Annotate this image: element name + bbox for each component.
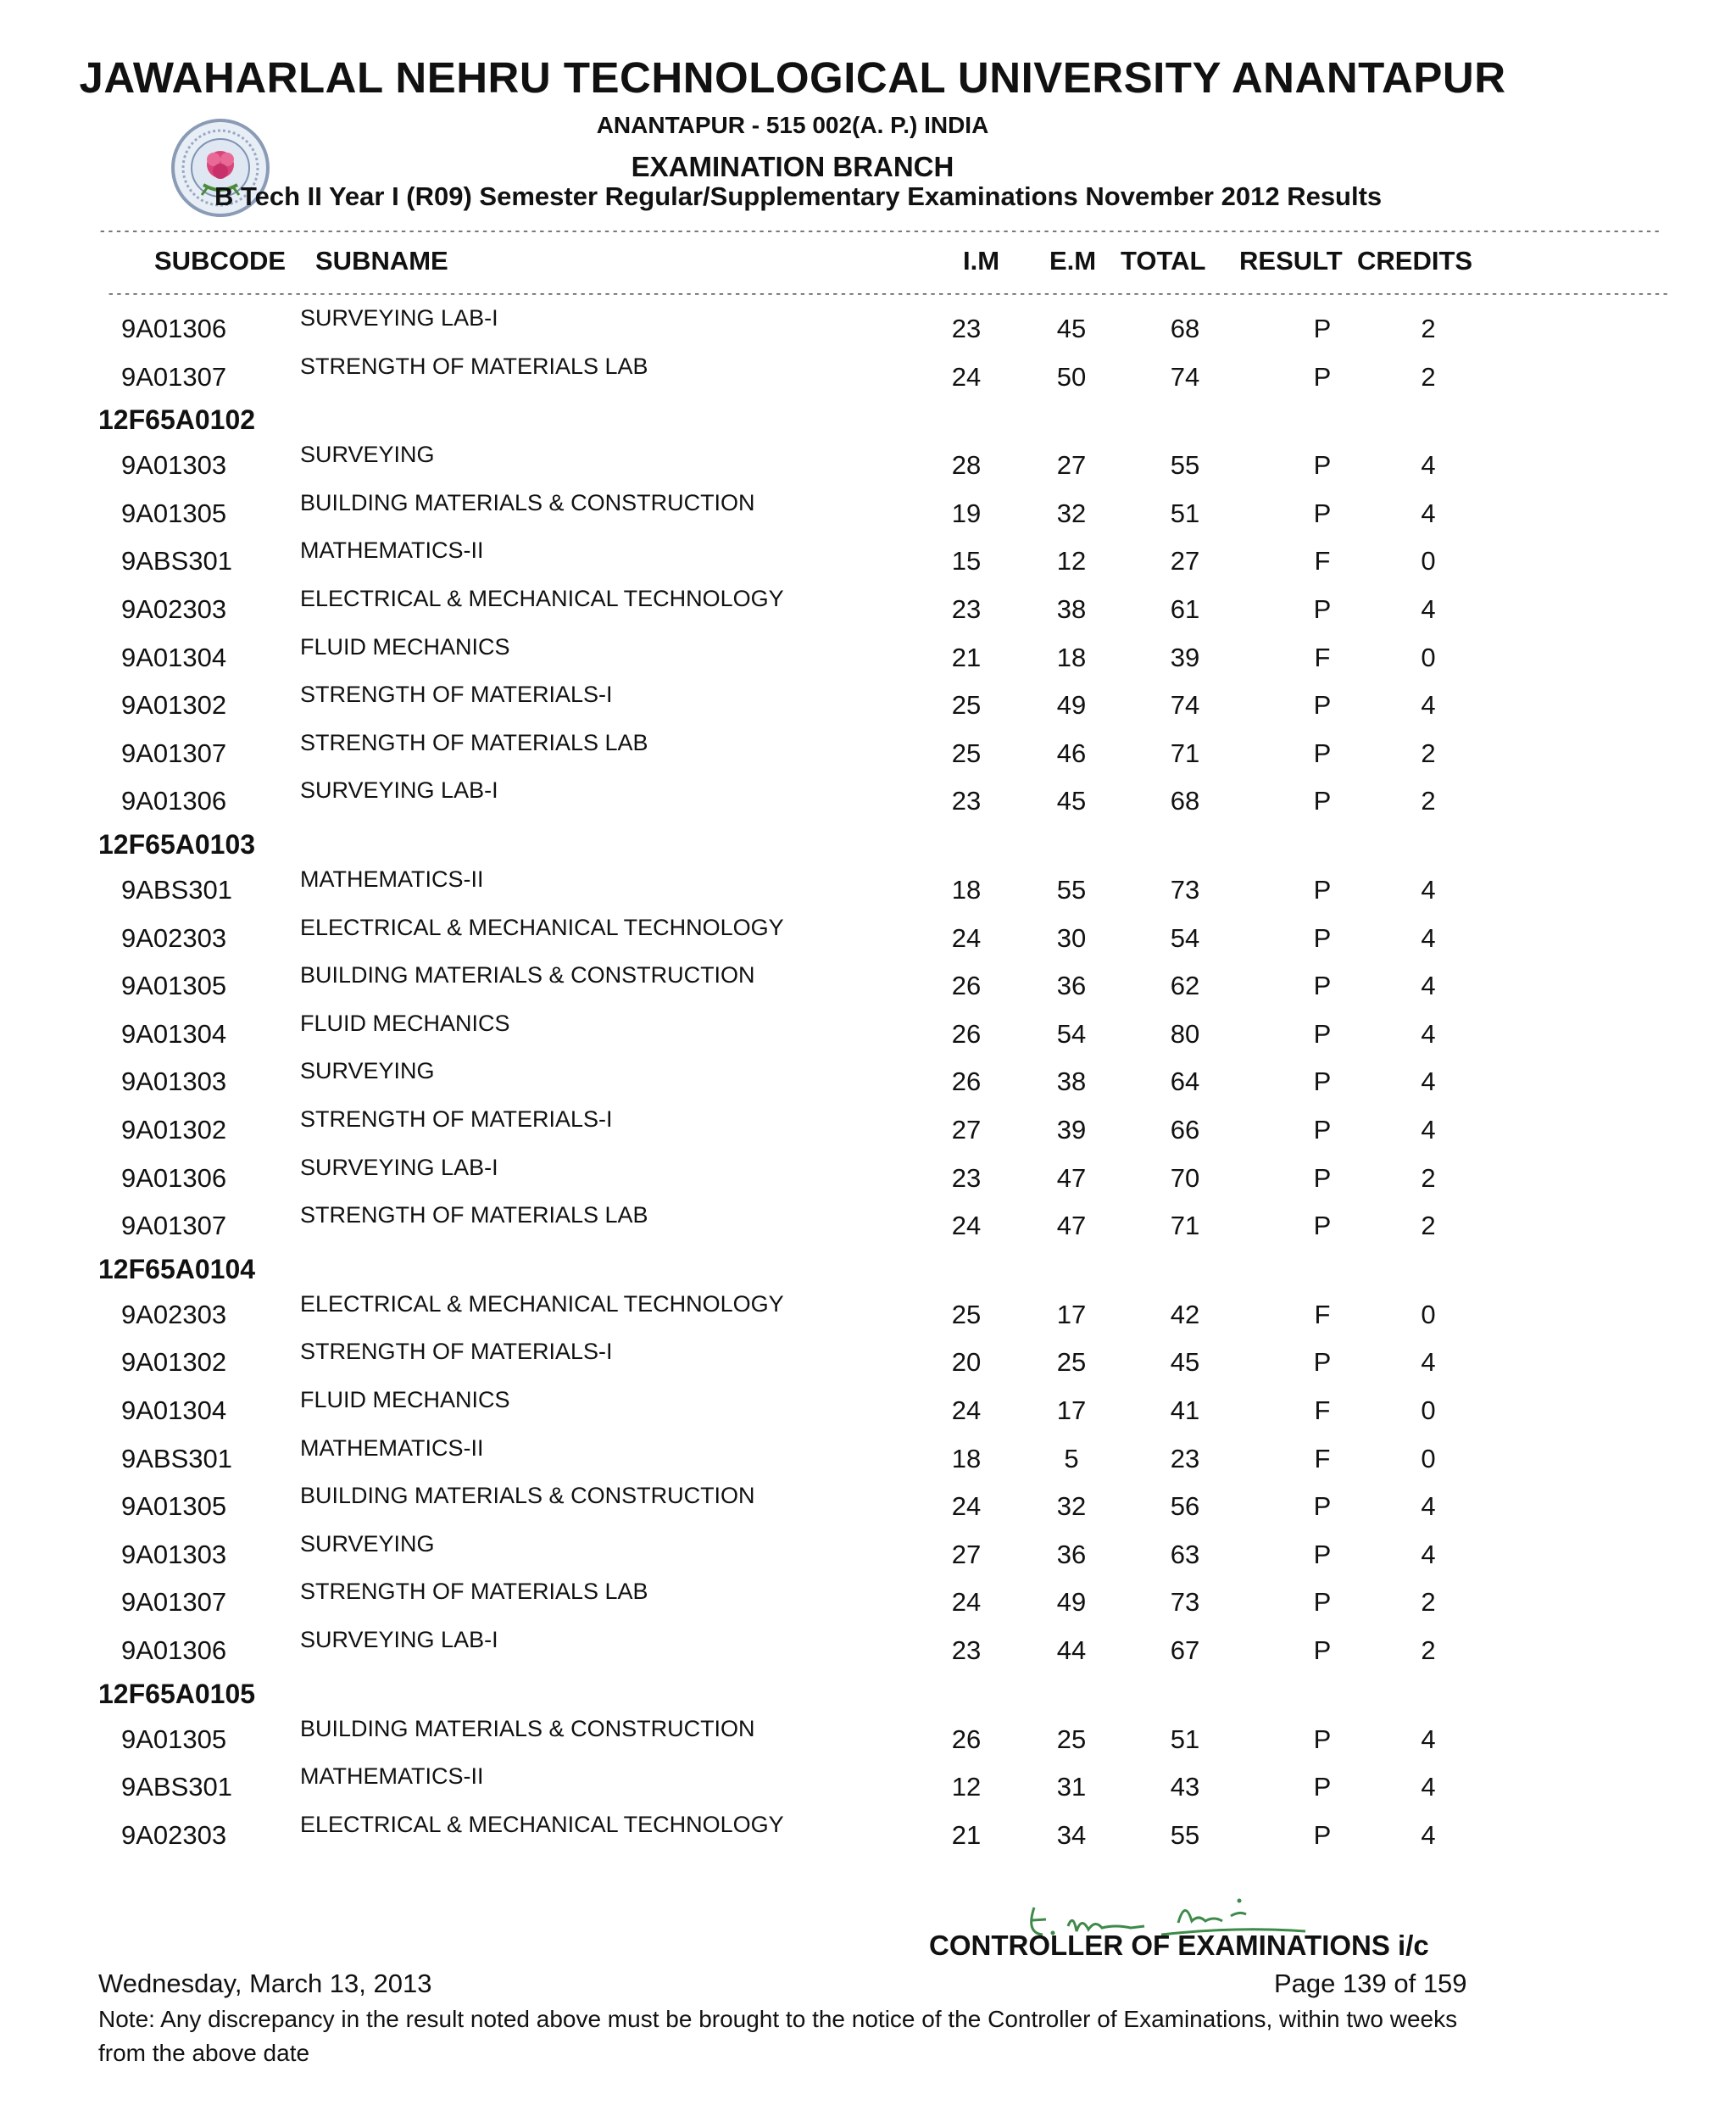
table-row (0, 305, 1736, 356)
internal-marks: 24 (951, 361, 982, 392)
subject-code: 9A01306 (121, 786, 227, 816)
subject-name: STRENGTH OF MATERIALS-I (300, 682, 613, 708)
external-marks: 31 (1056, 1772, 1087, 1802)
subject-code: 9A02303 (121, 1819, 227, 1850)
credits: 0 (1421, 1299, 1436, 1329)
subject-code: 9A01305 (121, 971, 227, 1001)
table-row (0, 866, 1736, 917)
table-row (0, 1058, 1736, 1109)
university-address: ANANTAPUR - 515 002(A. P.) INDIA (596, 112, 989, 138)
external-marks: 47 (1056, 1162, 1087, 1193)
external-marks: 45 (1056, 314, 1087, 343)
table-row (0, 1715, 1736, 1767)
table-row (0, 537, 1736, 588)
internal-marks: 26 (951, 1018, 982, 1049)
total-marks: 51 (1170, 1724, 1200, 1754)
result: P (1313, 922, 1332, 953)
subject-code: 9A02303 (121, 594, 227, 624)
result: P (1313, 1018, 1332, 1049)
header-divider-bottom: ------------------------------------------------------------------------------------------------------------------------------------------------------------------------------------------------ (107, 287, 1670, 302)
total-marks: 27 (1170, 546, 1200, 576)
external-marks: 27 (1056, 450, 1087, 481)
subject-code: 9A01304 (121, 1018, 227, 1049)
credits: 2 (1421, 738, 1436, 768)
external-marks: 54 (1056, 1018, 1087, 1049)
internal-marks: 18 (951, 1443, 982, 1473)
table-row (0, 1483, 1736, 1534)
table-row (0, 1339, 1736, 1390)
external-marks: 36 (1056, 1539, 1087, 1569)
internal-marks: 24 (951, 1211, 982, 1241)
total-marks: 45 (1170, 1347, 1200, 1378)
total-marks: 67 (1170, 1635, 1200, 1665)
subject-name: STRENGTH OF MATERIALS-I (300, 1106, 613, 1132)
table-row (0, 914, 1736, 966)
credits: 4 (1421, 594, 1436, 624)
subject-name: FLUID MECHANICS (300, 633, 510, 660)
subject-code: 9A01305 (121, 1491, 227, 1522)
subject-name: BUILDING MATERIALS & CONSTRUCTION (300, 1483, 755, 1509)
internal-marks: 27 (951, 1539, 982, 1569)
external-marks: 39 (1056, 1115, 1087, 1145)
registration-number: 12F65A0104 (98, 1253, 256, 1284)
table-row (0, 1434, 1736, 1486)
registration-number: 12F65A0105 (98, 1678, 256, 1709)
result: P (1313, 1539, 1332, 1569)
credits: 4 (1421, 1115, 1436, 1145)
total-marks: 66 (1170, 1115, 1200, 1145)
result: P (1313, 1819, 1332, 1850)
credits: 4 (1421, 1819, 1436, 1850)
credits: 0 (1421, 546, 1436, 576)
subject-name: SURVEYING (300, 1058, 435, 1084)
total-marks: 68 (1170, 786, 1200, 816)
result: P (1313, 786, 1332, 816)
internal-marks: 26 (951, 1724, 982, 1754)
total-marks: 73 (1170, 1587, 1200, 1618)
credits: 4 (1421, 1347, 1436, 1378)
table-row (0, 489, 1736, 541)
external-marks: 49 (1056, 1587, 1087, 1618)
page-number: Page 139 of 159 (1274, 1969, 1467, 1998)
subject-code: 9A02303 (121, 922, 227, 953)
subject-code: 9A01303 (121, 450, 227, 481)
result: P (1313, 1067, 1332, 1097)
result: P (1313, 1347, 1332, 1378)
subject-name: ELECTRICAL & MECHANICAL TECHNOLOGY (300, 586, 784, 611)
internal-marks: 23 (951, 1162, 982, 1193)
controller-title: CONTROLLER OF EXAMINATIONS i/c (929, 1930, 1429, 1961)
table-row (0, 1530, 1736, 1582)
external-marks: 44 (1056, 1635, 1087, 1665)
credits: 4 (1421, 1491, 1436, 1522)
table-row (0, 1106, 1736, 1157)
internal-marks: 18 (951, 875, 982, 905)
total-marks: 68 (1170, 314, 1200, 343)
external-marks: 46 (1056, 738, 1087, 768)
table-row (0, 1579, 1736, 1629)
credits: 2 (1421, 314, 1436, 343)
external-marks: 38 (1056, 1067, 1087, 1097)
credits: 0 (1421, 642, 1436, 672)
credits: 4 (1421, 971, 1436, 1001)
total-marks: 61 (1170, 594, 1200, 624)
subject-name: MATHEMATICS-II (300, 1763, 484, 1790)
credits: 4 (1421, 690, 1436, 721)
internal-marks: 23 (951, 594, 982, 624)
total-marks: 74 (1170, 690, 1200, 721)
subject-code: 9A01307 (121, 1211, 227, 1241)
result: P (1313, 1635, 1332, 1665)
registration-number: 12F65A0102 (98, 404, 256, 436)
subject-code: 9A01306 (121, 314, 227, 343)
external-marks: 32 (1056, 1491, 1087, 1522)
credits: 4 (1421, 450, 1436, 481)
subject-code: 9A01307 (121, 738, 227, 768)
table-row (0, 729, 1736, 781)
external-marks: 36 (1056, 971, 1087, 1001)
internal-marks: 15 (951, 546, 982, 576)
table-row (0, 1202, 1736, 1253)
external-marks: 17 (1056, 1299, 1087, 1329)
subject-name: MATHEMATICS-II (300, 537, 484, 564)
col-total: TOTAL (1121, 246, 1206, 276)
result: F (1314, 1299, 1331, 1329)
table-row (0, 633, 1736, 685)
subject-code: 9A01305 (121, 498, 227, 528)
internal-marks: 23 (951, 314, 982, 343)
total-marks: 64 (1170, 1067, 1200, 1097)
credits: 2 (1421, 1211, 1436, 1241)
result: P (1313, 971, 1332, 1001)
subject-name: BUILDING MATERIALS & CONSTRUCTION (300, 1715, 755, 1741)
subject-name: FLUID MECHANICS (300, 1387, 510, 1412)
internal-marks: 24 (951, 1587, 982, 1618)
subject-name: STRENGTH OF MATERIALS LAB (300, 1202, 648, 1228)
external-marks: 25 (1056, 1724, 1087, 1754)
total-marks: 42 (1170, 1299, 1200, 1329)
subject-name: MATHEMATICS-II (300, 866, 484, 892)
credits: 2 (1421, 1587, 1436, 1618)
result: P (1313, 1491, 1332, 1522)
credits: 2 (1421, 1162, 1436, 1193)
internal-marks: 26 (951, 971, 982, 1001)
subject-name: BUILDING MATERIALS & CONSTRUCTION (300, 962, 755, 989)
subject-code: 9ABS301 (121, 1772, 232, 1802)
total-marks: 63 (1170, 1539, 1200, 1569)
credits: 2 (1421, 361, 1436, 392)
subject-name: SURVEYING LAB-I (300, 1154, 498, 1180)
total-marks: 71 (1170, 738, 1200, 768)
internal-marks: 24 (951, 1395, 982, 1425)
result: P (1313, 450, 1332, 481)
col-subcode: SUBCODE (154, 246, 287, 276)
subject-code: 9A01302 (121, 1115, 227, 1145)
table-row (0, 442, 1736, 493)
credits: 4 (1421, 1724, 1436, 1754)
total-marks: 41 (1170, 1395, 1200, 1425)
subject-name: ELECTRICAL & MECHANICAL TECHNOLOGY (300, 1811, 784, 1837)
subject-name: STRENGTH OF MATERIALS LAB (300, 353, 648, 379)
credits: 0 (1421, 1395, 1436, 1425)
internal-marks: 24 (951, 1491, 982, 1522)
result: P (1313, 1587, 1332, 1618)
examination-branch: EXAMINATION BRANCH (631, 151, 954, 182)
subject-code: 9A01302 (121, 1347, 227, 1378)
internal-marks: 21 (951, 642, 982, 672)
subject-code: 9A01303 (121, 1539, 227, 1569)
credits: 4 (1421, 922, 1436, 953)
subject-name: ELECTRICAL & MECHANICAL TECHNOLOGY (300, 914, 784, 940)
result: P (1313, 738, 1332, 768)
subject-name: BUILDING MATERIALS & CONSTRUCTION (300, 489, 755, 515)
result: F (1314, 642, 1331, 672)
subject-name: MATHEMATICS-II (300, 1434, 484, 1461)
col-im: I.M (963, 246, 1000, 276)
subject-code: 9A01305 (121, 1724, 227, 1754)
subject-name: FLUID MECHANICS (300, 1010, 510, 1036)
table-row (0, 1290, 1736, 1342)
internal-marks: 28 (951, 450, 982, 481)
result: P (1313, 1211, 1332, 1241)
col-credits: CREDITS (1357, 246, 1473, 276)
col-subname: SUBNAME (315, 246, 448, 276)
subject-code: 9A01303 (121, 1067, 227, 1097)
table-row (0, 962, 1736, 1013)
internal-marks: 23 (951, 1635, 982, 1665)
table-row (0, 777, 1736, 828)
subject-code: 9A01304 (121, 1395, 227, 1425)
credits: 4 (1421, 1539, 1436, 1569)
total-marks: 74 (1170, 361, 1200, 392)
internal-marks: 27 (951, 1115, 982, 1145)
credits: 4 (1421, 1018, 1436, 1049)
subject-name: STRENGTH OF MATERIALS LAB (300, 1579, 648, 1605)
result: P (1313, 1115, 1332, 1145)
table-row (0, 353, 1736, 404)
internal-marks: 19 (951, 498, 982, 528)
external-marks: 45 (1056, 786, 1087, 816)
credits: 0 (1421, 1443, 1436, 1473)
total-marks: 56 (1170, 1491, 1200, 1522)
subject-code: 9A01302 (121, 690, 227, 721)
subject-name: STRENGTH OF MATERIALS-I (300, 1339, 613, 1365)
subject-code: 9A01307 (121, 361, 227, 392)
internal-marks: 20 (951, 1347, 982, 1378)
result: P (1313, 498, 1332, 528)
subject-name: ELECTRICAL & MECHANICAL TECHNOLOGY (300, 1290, 784, 1317)
external-marks: 49 (1056, 690, 1087, 721)
credits: 4 (1421, 1067, 1436, 1097)
total-marks: 55 (1170, 1819, 1200, 1850)
external-marks: 55 (1056, 875, 1087, 905)
credits: 4 (1421, 875, 1436, 905)
external-marks: 12 (1056, 546, 1087, 576)
print-date: Wednesday, March 13, 2013 (98, 1969, 432, 1998)
total-marks: 54 (1170, 922, 1200, 953)
external-marks: 17 (1056, 1395, 1087, 1425)
external-marks: 34 (1056, 1819, 1087, 1850)
credits: 2 (1421, 1635, 1436, 1665)
total-marks: 23 (1170, 1443, 1200, 1473)
total-marks: 39 (1170, 642, 1200, 672)
subject-code: 9A01307 (121, 1587, 227, 1618)
table-row (0, 1010, 1736, 1061)
subject-code: 9ABS301 (121, 875, 232, 905)
external-marks: 32 (1056, 498, 1087, 528)
total-marks: 71 (1170, 1211, 1200, 1241)
discrepancy-note: Note: Any discrepancy in the result noted above must be brought to the notice of the Controller of Examinations, within two weeks from the above date (98, 2006, 1458, 2066)
internal-marks: 26 (951, 1067, 982, 1097)
internal-marks: 12 (951, 1772, 982, 1802)
internal-marks: 25 (951, 690, 982, 721)
exam-title: B Tech II Year I (R09) Semester Regular/Supplementary Examinations November 2012 Results (214, 181, 1383, 211)
total-marks: 80 (1170, 1018, 1200, 1049)
table-row (0, 1627, 1736, 1678)
result: P (1313, 594, 1332, 624)
subject-code: 9A02303 (121, 1299, 227, 1329)
table-row (0, 1154, 1736, 1206)
subject-name: SURVEYING (300, 442, 435, 468)
result: P (1313, 1162, 1332, 1193)
external-marks: 30 (1056, 922, 1087, 953)
subject-code: 9ABS301 (121, 546, 232, 576)
result: F (1314, 546, 1331, 576)
internal-marks: 25 (951, 1299, 982, 1329)
external-marks: 38 (1056, 594, 1087, 624)
result: P (1313, 314, 1332, 343)
external-marks: 47 (1056, 1211, 1087, 1241)
result: P (1313, 690, 1332, 721)
total-marks: 43 (1170, 1772, 1200, 1802)
subject-code: 9ABS301 (121, 1443, 232, 1473)
internal-marks: 23 (951, 786, 982, 816)
external-marks: 5 (1064, 1443, 1079, 1473)
subject-name: SURVEYING (300, 1530, 435, 1557)
credits: 2 (1421, 786, 1436, 816)
subject-name: SURVEYING LAB-I (300, 305, 498, 331)
table-row (0, 1811, 1736, 1863)
result: P (1313, 1772, 1332, 1802)
total-marks: 62 (1170, 971, 1200, 1001)
table-row (0, 682, 1736, 732)
external-marks: 25 (1056, 1347, 1087, 1378)
subject-code: 9A01304 (121, 642, 227, 672)
subject-code: 9A01306 (121, 1162, 227, 1193)
total-marks: 51 (1170, 498, 1200, 528)
table-row (0, 586, 1736, 637)
internal-marks: 25 (951, 738, 982, 768)
internal-marks: 21 (951, 1819, 982, 1850)
col-em: E.M (1049, 246, 1097, 276)
col-result: RESULT (1239, 246, 1343, 276)
credits: 4 (1421, 498, 1436, 528)
result: P (1313, 361, 1332, 392)
subject-name: SURVEYING LAB-I (300, 777, 498, 804)
registration-number: 12F65A0103 (98, 829, 256, 860)
credits: 4 (1421, 1772, 1436, 1802)
total-marks: 70 (1170, 1162, 1200, 1193)
subject-name: STRENGTH OF MATERIALS LAB (300, 729, 648, 755)
table-row (0, 1387, 1736, 1438)
result: P (1313, 875, 1332, 905)
result: P (1313, 1724, 1332, 1754)
total-marks: 73 (1170, 875, 1200, 905)
subject-name: SURVEYING LAB-I (300, 1627, 498, 1652)
university-name: JAWAHARLAL NEHRU TECHNOLOGICAL UNIVERSITY ANANTAPUR (79, 53, 1506, 102)
external-marks: 50 (1056, 361, 1087, 392)
subject-code: 9A01306 (121, 1635, 227, 1665)
result: F (1314, 1395, 1331, 1425)
table-row (0, 1763, 1736, 1814)
total-marks: 55 (1170, 450, 1200, 481)
internal-marks: 24 (951, 922, 982, 953)
result: F (1314, 1443, 1331, 1473)
header-divider-top: ------------------------------------------------------------------------------------------------------------------------------------------------------------------------------------------------ (98, 224, 1661, 239)
external-marks: 18 (1056, 642, 1087, 672)
